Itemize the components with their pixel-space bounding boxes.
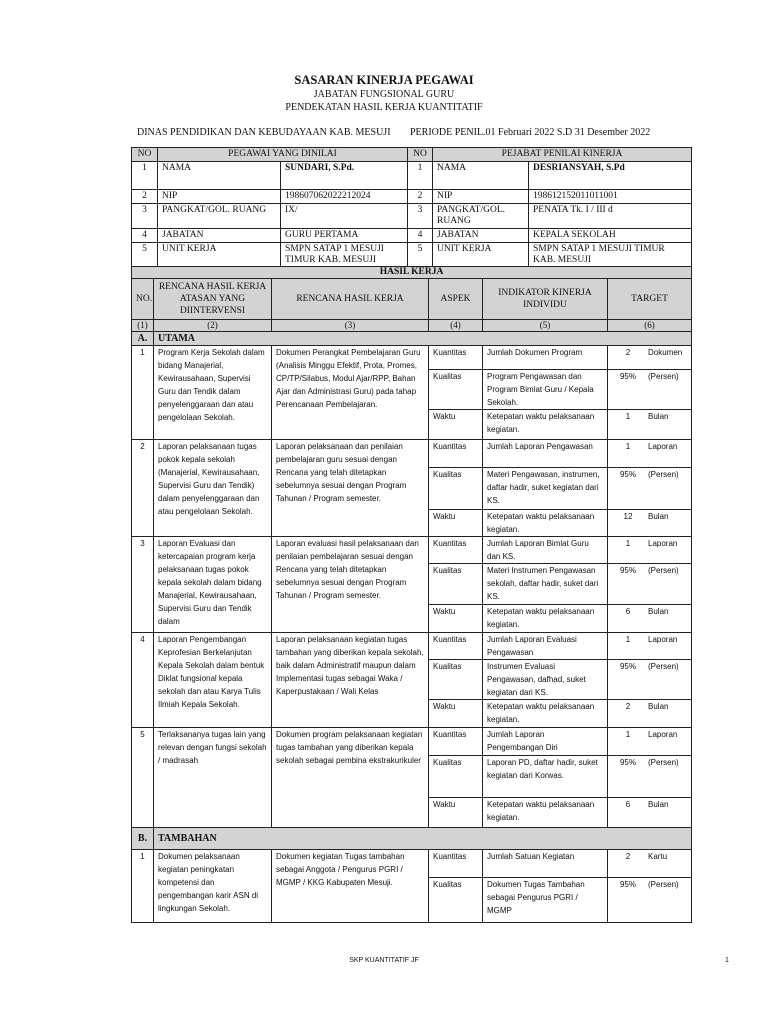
target-cell: [608, 700, 692, 728]
field-label: NIP: [433, 190, 529, 204]
col-number: (2): [154, 320, 272, 332]
rhk-atasan-text: Laporan pelaksanaan tugas pokok kepala sekolah (Manajerial, Kewirausahaan, Supervisi Guru dan Tendik) dalam penyelenggaraan dan atau pengelolaan Sekolah.: [154, 440, 272, 537]
target-unit: Laporan: [648, 539, 678, 548]
target-unit: (Persen): [648, 372, 679, 381]
item-no: 5: [132, 728, 154, 828]
indikator-cell: Program Pengawasan dan Program Bimlat Guru / Kepala Sekolah.: [483, 370, 608, 410]
pejabat-jabatan: KEPALA SEKOLAH: [529, 229, 692, 243]
pejabat-unit: SMPN SATAP 1 MESUJI TIMUR KAB. MESUJI: [529, 243, 692, 268]
rhk-text: Laporan pelaksanaan kegiatan tugas tambahan yang diberikan kepala sekolah, baik dalam Administratif maupun dalam Implementasi tugas sebagai Waka / Kaperpustakaan / Wali Kelas: [272, 633, 429, 728]
row-no: 1: [132, 162, 158, 190]
target-unit: Kartu: [648, 852, 668, 861]
item-no: 2: [132, 440, 154, 537]
target-value: 95%: [619, 758, 636, 767]
kpi-row: [132, 346, 692, 370]
target-cell: [608, 440, 692, 468]
indikator-cell: Materi Instrumen Pengawasan sekolah, daftar hadir, suket dari KS.: [483, 564, 608, 605]
target-value: 95%: [619, 662, 636, 671]
target-value: 12: [623, 512, 633, 521]
column-number-row: [132, 320, 692, 332]
indikator-cell: Ketepatan waktu pelaksanaan kegiatan.: [483, 798, 608, 828]
aspek-cell: Waktu: [429, 605, 483, 633]
rhk-atasan-text: Dokumen pelaksanaan kegiatan peningkatan kompetensi dan pengembangan karir ASN di lingkungan Sekolah.: [154, 850, 272, 923]
indikator-cell: Materi Pengawasan, instrumen, daftar hadir, suket kegiatan dari KS.: [483, 468, 608, 510]
field-label: NIP: [158, 190, 281, 204]
indikator-cell: Instrumen Evaluasi Pengawasan, dafhad, suket kegiatan dari KS.: [483, 660, 608, 700]
target-unit: Bulan: [648, 512, 669, 521]
target-cell: [608, 410, 692, 440]
document-subtitle-2: PENDEKATAN HASIL KERJA KUANTITATIF: [285, 102, 483, 113]
indikator-cell: Jumlah Laporan Pengembangan Diri: [483, 728, 608, 756]
target-unit: Bulan: [648, 800, 669, 809]
target-unit: Laporan: [648, 442, 678, 451]
target-cell: [608, 850, 692, 878]
kpi-row: [132, 850, 692, 878]
indikator-cell: Jumlah Laporan Evaluasi Pengawasan: [483, 633, 608, 660]
target-unit: Bulan: [648, 702, 669, 711]
target-unit: Bulan: [648, 412, 669, 421]
aspek-cell: Kuantitas: [429, 440, 483, 468]
aspek-cell: Kuantitas: [429, 850, 483, 878]
col-number: (4): [429, 320, 483, 332]
pegawai-unit: SMPN SATAP 1 MESUJI TIMUR KAB. MESUJI: [281, 243, 408, 268]
periode-text: PERIODE PENIL.01 Februari 2022 S.D 31 Desember 2022: [410, 127, 651, 138]
row-no: 4: [132, 229, 158, 243]
aspek-cell: Kualitas: [429, 660, 483, 700]
identity-row: [132, 243, 692, 268]
aspek-cell: Kuantitas: [429, 537, 483, 564]
item-no: 1: [132, 346, 154, 440]
section-tambahan-row: [132, 828, 692, 850]
target-value: 6: [625, 800, 631, 809]
pejabat-header: PEJABAT PENILAI KINERJA: [433, 148, 692, 162]
target-value: 95%: [619, 470, 636, 479]
item-no: 3: [132, 537, 154, 633]
pegawai-nip: 198607062022212024: [281, 190, 408, 204]
col-header-indikator: INDIKATOR KINERJA INDIVIDU: [483, 279, 608, 320]
aspek-cell: Kualitas: [429, 878, 483, 923]
target-value: 1: [625, 442, 631, 451]
aspek-cell: Kualitas: [429, 756, 483, 798]
document-meta: [137, 127, 651, 138]
col-number: (6): [608, 320, 692, 332]
identity-table: [131, 147, 692, 268]
indikator-cell: Jumlah Laporan Pengawasan: [483, 440, 608, 468]
identity-row: [132, 162, 692, 190]
field-label: PANGKAT/GOL. RUANG: [158, 204, 281, 229]
aspek-cell: Kualitas: [429, 370, 483, 410]
kpi-row: [132, 440, 692, 468]
rhk-text: Laporan pelaksanaan dan penilaian pembelajaran guru sesuai dengan Rencana yang telah ditetapkan sebelumnya sesuai dengan Program Tahunan / Program semester.: [272, 440, 429, 537]
document-subtitle: JABATAN FUNGSIONAL GURU: [313, 89, 455, 100]
aspek-cell: Kuantitas: [429, 346, 483, 370]
col-header-aspek: ASPEK: [429, 279, 483, 320]
rhk-atasan-text: Laporan Evaluasi dan ketercapaian program kerja pelaksanaan tugas pokok kepala sekolah dalam bidang Manajerial, Kewirausahaan, Supervisi Guru dan Tendik dalam: [154, 537, 272, 633]
document-title: SASARAN KINERJA PEGAWAI: [294, 73, 474, 87]
pegawai-name: SUNDARI, S.Pd.: [281, 162, 408, 190]
target-cell: [608, 537, 692, 564]
aspek-cell: Waktu: [429, 510, 483, 537]
identity-header-row: [132, 148, 692, 162]
indikator-cell: Laporan PD, daftar hadir, suket kegiatan dari Korwas.: [483, 756, 608, 798]
row-no: 5: [408, 243, 433, 268]
target-value: 1: [625, 730, 631, 739]
target-cell: [608, 510, 692, 537]
target-cell: [608, 346, 692, 370]
target-unit: Laporan: [648, 730, 678, 739]
row-no: 2: [408, 190, 433, 204]
section-label: TAMBAHAN: [154, 828, 692, 850]
field-label: PANGKAT/GOL. RUANG: [433, 204, 529, 229]
target-cell: [608, 660, 692, 700]
target-unit: Bulan: [648, 607, 669, 616]
aspek-cell: Kualitas: [429, 468, 483, 510]
col-no-header-right: NO: [408, 148, 433, 162]
target-unit: Dokumen: [648, 348, 683, 357]
indikator-cell: Dokumen Tugas Tambahan sebagai Pengurus PGRI / MGMP: [483, 878, 608, 923]
field-label: UNIT KERJA: [433, 243, 529, 268]
target-cell: [608, 728, 692, 756]
indikator-cell: Ketepatan waktu pelaksanaan kegiatan.: [483, 605, 608, 633]
target-value: 95%: [619, 566, 636, 575]
target-cell: [608, 798, 692, 828]
target-cell: [608, 633, 692, 660]
row-no: 3: [132, 204, 158, 229]
target-unit: (Persen): [648, 662, 679, 671]
field-label: NAMA: [158, 162, 281, 190]
identity-row: [132, 190, 692, 204]
field-label: UNIT KERJA: [158, 243, 281, 268]
target-cell: [608, 605, 692, 633]
target-value: 1: [625, 412, 631, 421]
target-unit: (Persen): [648, 758, 679, 767]
col-number: (3): [272, 320, 429, 332]
col-header-target: TARGET: [608, 279, 692, 320]
target-value: 1: [625, 635, 631, 644]
aspek-cell: Waktu: [429, 700, 483, 728]
aspek-cell: Kuantitas: [429, 633, 483, 660]
rhk-text: Dokumen program pelaksanaan kegiatan tugas tambahan yang diberikan kepala sekolah sebagai pembina ekstrakurikuler: [272, 728, 429, 828]
indikator-cell: Ketepatan waktu pelaksanaan kegiatan.: [483, 510, 608, 537]
hasil-kerja-title: HASIL KERJA: [132, 267, 692, 279]
row-no: 1: [408, 162, 433, 190]
target-value: 2: [625, 348, 631, 357]
target-value: 95%: [619, 880, 636, 889]
target-cell: [608, 370, 692, 410]
kpi-row: [132, 728, 692, 756]
item-no: 4: [132, 633, 154, 728]
document-header: [0, 72, 768, 114]
target-unit: Laporan: [648, 635, 678, 644]
rhk-text: Dokumen Perangkat Pembelajaran Guru (Analisis Minggu Efektif, Prota, Promes, CP/TP/Silabus, Modul Ajar/RPP, Bahan Ajar dan Administrasi Guru) pada tahap Perencanaan Pembelajaran.: [272, 346, 429, 440]
col-number: (5): [483, 320, 608, 332]
item-no: 1: [132, 850, 154, 923]
identity-row: [132, 229, 692, 243]
row-no: 4: [408, 229, 433, 243]
indikator-cell: Ketepatan waktu pelaksanaan kegiatan.: [483, 700, 608, 728]
pejabat-nip: 198612152011011001: [529, 190, 692, 204]
col-header-no: NO.: [132, 279, 154, 320]
target-value: 6: [625, 607, 631, 616]
target-cell: [608, 878, 692, 923]
identity-row: [132, 204, 692, 229]
pegawai-pangkat: IX/: [281, 204, 408, 229]
row-no: 2: [132, 190, 158, 204]
col-number: (1): [132, 320, 154, 332]
field-label: JABATAN: [433, 229, 529, 243]
target-cell: [608, 468, 692, 510]
indikator-cell: Jumlah Satuan Kegiatan: [483, 850, 608, 878]
rhk-text: Dokumen kegiatan Tugas tambahan sebagai Anggota / Pengurus PGRI / MGMP / KKG Kabupaten Mesuji.: [272, 850, 429, 923]
instansi-text: DINAS PENDIDIKAN DAN KEBUDAYAAN KAB. MESUJI: [137, 127, 391, 138]
rhk-text: Laporan evaluasi hasil pelaksanaan dan penilaian pembelajaran sesuai dengan Rencana yang telah ditetapkan sebelumnya sesuai dengan Program Tahunan / Program semester.: [272, 537, 429, 633]
indikator-cell: Ketepatan waktu pelaksanaan kegiatan.: [483, 410, 608, 440]
aspek-cell: Waktu: [429, 798, 483, 828]
target-unit: (Persen): [648, 470, 679, 479]
target-value: 95%: [619, 372, 636, 381]
col-header-rhk: RENCANA HASIL KERJA: [272, 279, 429, 320]
section-label: UTAMA: [154, 332, 692, 346]
rhk-atasan-text: Terlaksananya tugas lain yang relevan dengan fungsi sekolah / madrasah: [154, 728, 272, 828]
target-unit: (Persen): [648, 880, 679, 889]
pejabat-pangkat: PENATA Tk. I / III d: [529, 204, 692, 229]
target-cell: [608, 756, 692, 798]
col-header-rhk-atasan: RENCANA HASIL KERJA ATASAN YANG DIINTERVENSI: [154, 279, 272, 320]
aspek-cell: Kualitas: [429, 564, 483, 605]
field-label: NAMA: [433, 162, 529, 190]
rhk-atasan-text: Laporan Pengembangan Keprofesian Berkelanjutan Kepala Sekolah dalam bentuk Diklat fungsional kepala sekolah dan atau Karya Tulis Ilmiah Kepala Sekolah.: [154, 633, 272, 728]
aspek-cell: Kuantitas: [429, 728, 483, 756]
row-no: 5: [132, 243, 158, 268]
target-cell: [608, 564, 692, 605]
rhk-atasan-text: Program Kerja Sekolah dalam bidang Manajerial, Kewirausahaan, Supervisi Guru dan Tendik dalam penyelenggaraan dan atau pengelolaan Sekolah.: [154, 346, 272, 440]
target-value: 2: [625, 852, 631, 861]
kpi-row: [132, 633, 692, 660]
hasil-kerja-title-row: [132, 267, 692, 279]
row-no: 3: [408, 204, 433, 229]
section-code: B.: [132, 828, 154, 850]
aspek-cell: Waktu: [429, 410, 483, 440]
target-value: 1: [625, 539, 631, 548]
indikator-cell: Jumlah Laporan Bimlat Guru dan KS.: [483, 537, 608, 564]
hasil-kerja-table: [131, 266, 692, 923]
section-utama-row: [132, 332, 692, 346]
section-code: A.: [132, 332, 154, 346]
kpi-row: [132, 537, 692, 564]
page-number: 1: [725, 957, 729, 964]
field-label: JABATAN: [158, 229, 281, 243]
target-value: 2: [625, 702, 631, 711]
column-header-row: [132, 279, 692, 320]
pegawai-jabatan: GURU PERTAMA: [281, 229, 408, 243]
indikator-cell: Jumlah Dokumen Program: [483, 346, 608, 370]
target-unit: (Persen): [648, 566, 679, 575]
footer-label: SKP KUANTITATIF JF: [349, 957, 419, 964]
pegawai-header: PEGAWAI YANG DINILAI: [158, 148, 408, 162]
col-no-header: NO: [132, 148, 158, 162]
pejabat-name: DESRIANSYAH, S.Pd: [529, 162, 692, 190]
